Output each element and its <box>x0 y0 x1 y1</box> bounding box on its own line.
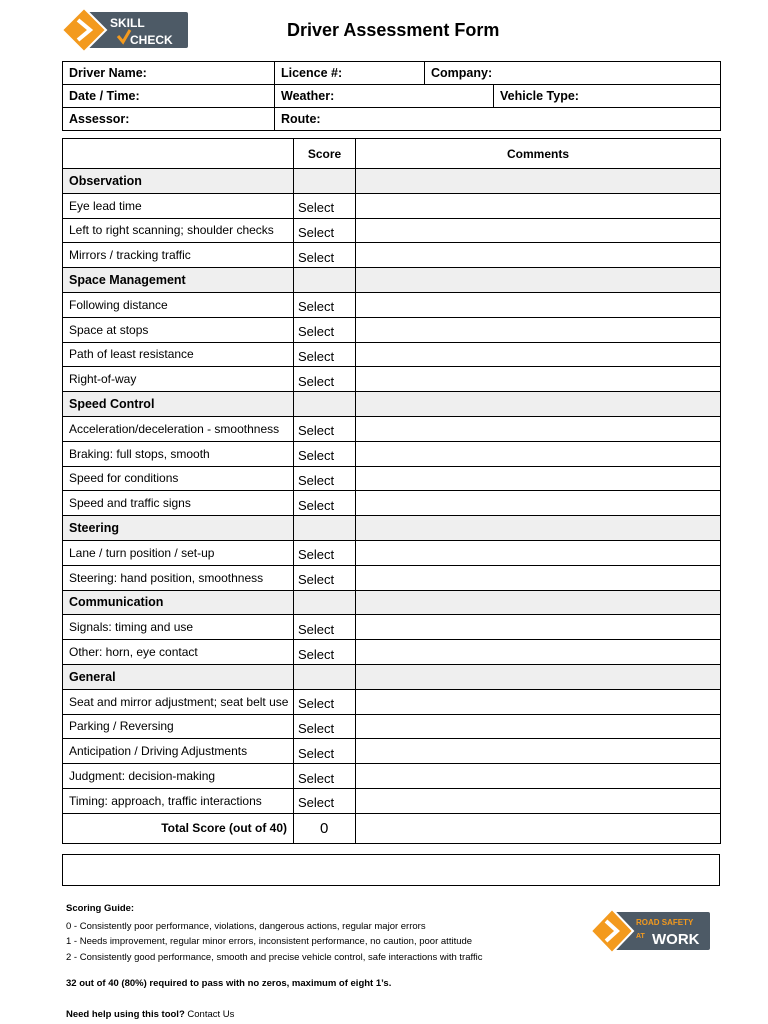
score-select[interactable]: Select <box>294 416 356 441</box>
section-score-blank <box>294 392 356 417</box>
criterion-row <box>63 243 721 268</box>
criterion-label: Lane / turn position / set-up <box>63 540 294 565</box>
criterion-row <box>63 367 721 392</box>
score-select[interactable]: Select <box>294 193 356 218</box>
header-blank <box>63 139 294 169</box>
score-select[interactable]: Select <box>294 441 356 466</box>
help-question: Need help using this tool? <box>66 1009 185 1020</box>
guide-line-2: 2 - Consistently good performance, smooth and precise vehicle control, safe interactions with traffic <box>66 951 483 963</box>
score-select[interactable]: Select <box>294 466 356 491</box>
section-score-blank <box>294 268 356 293</box>
score-select[interactable]: Select <box>294 689 356 714</box>
score-select[interactable]: Select <box>294 714 356 739</box>
comment-cell[interactable] <box>356 540 721 565</box>
scoring-guide-title: Scoring Guide: <box>66 903 135 914</box>
comment-cell[interactable] <box>356 640 721 665</box>
criterion-row <box>63 764 721 789</box>
section-comment-blank <box>356 516 721 541</box>
notes-box[interactable] <box>62 854 720 886</box>
criterion-row <box>63 466 721 491</box>
score-select[interactable]: Select <box>294 342 356 367</box>
criterion-row <box>63 441 721 466</box>
score-select[interactable]: Select <box>294 317 356 342</box>
section-row <box>63 664 721 689</box>
score-select[interactable]: Select <box>294 367 356 392</box>
section-score-blank <box>294 169 356 194</box>
section-comment-blank <box>356 169 721 194</box>
comment-cell[interactable] <box>356 292 721 317</box>
score-select[interactable]: Select <box>294 218 356 243</box>
section-comment-blank <box>356 664 721 689</box>
section-title: Observation <box>63 169 294 194</box>
comment-cell[interactable] <box>356 565 721 590</box>
date-time-field[interactable]: Date / Time: <box>63 85 275 108</box>
criterion-label: Eye lead time <box>63 193 294 218</box>
vehicle-type-field[interactable]: Vehicle Type: <box>494 85 721 108</box>
criterion-row <box>63 640 721 665</box>
badge-line2: AT <box>636 933 645 940</box>
badge-line1: ROAD SAFETY <box>636 918 694 927</box>
criterion-label: Mirrors / tracking traffic <box>63 243 294 268</box>
section-comment-blank <box>356 590 721 615</box>
criterion-label: Parking / Reversing <box>63 714 294 739</box>
total-score-value: 0 <box>294 813 356 843</box>
criterion-label: Seat and mirror adjustment; seat belt use <box>63 689 294 714</box>
criterion-label: Acceleration/deceleration - smoothness <box>63 416 294 441</box>
section-title: Space Management <box>63 268 294 293</box>
weather-field[interactable]: Weather: <box>275 85 494 108</box>
criterion-label: Judgment: decision-making <box>63 764 294 789</box>
score-select[interactable]: Select <box>294 243 356 268</box>
score-select[interactable]: Select <box>294 640 356 665</box>
criterion-row <box>63 292 721 317</box>
comment-cell[interactable] <box>356 416 721 441</box>
section-comment-blank <box>356 392 721 417</box>
contact-us-link[interactable]: Contact Us <box>187 1009 235 1020</box>
comment-cell[interactable] <box>356 788 721 813</box>
comment-cell[interactable] <box>356 317 721 342</box>
section-score-blank <box>294 590 356 615</box>
logo-text-check: CHECK <box>130 33 173 47</box>
criterion-row <box>63 317 721 342</box>
criterion-row <box>63 615 721 640</box>
criterion-label: Right-of-way <box>63 367 294 392</box>
comment-cell[interactable] <box>356 193 721 218</box>
comment-cell[interactable] <box>356 441 721 466</box>
total-comment-cell[interactable] <box>356 813 721 843</box>
comment-cell[interactable] <box>356 714 721 739</box>
header-score: Score <box>294 139 356 169</box>
criterion-row <box>63 218 721 243</box>
route-field[interactable]: Route: <box>275 108 721 131</box>
criterion-label: Braking: full stops, smooth <box>63 441 294 466</box>
comment-cell[interactable] <box>356 491 721 516</box>
logo-text-skill: SKILL <box>110 16 145 30</box>
section-title: Steering <box>63 516 294 541</box>
criterion-label: Other: horn, eye contact <box>63 640 294 665</box>
score-select[interactable]: Select <box>294 739 356 764</box>
criterion-row <box>63 739 721 764</box>
section-row <box>63 169 721 194</box>
section-row <box>63 516 721 541</box>
total-row <box>63 813 721 843</box>
score-select[interactable]: Select <box>294 292 356 317</box>
score-select[interactable]: Select <box>294 788 356 813</box>
comment-cell[interactable] <box>356 466 721 491</box>
section-title: Speed Control <box>63 392 294 417</box>
licence-field[interactable]: Licence #: <box>275 62 425 85</box>
criterion-row <box>63 788 721 813</box>
comment-cell[interactable] <box>356 218 721 243</box>
section-row <box>63 392 721 417</box>
score-select[interactable]: Select <box>294 540 356 565</box>
section-title: General <box>63 664 294 689</box>
score-select[interactable]: Select <box>294 565 356 590</box>
pass-requirement: 32 out of 40 (80%) required to pass with no zeros, maximum of eight 1’s. <box>66 978 392 989</box>
criterion-label: Anticipation / Driving Adjustments <box>63 739 294 764</box>
comment-cell[interactable] <box>356 615 721 640</box>
assessor-field[interactable]: Assessor: <box>63 108 275 131</box>
badge-line3: WORK <box>652 931 700 948</box>
comment-cell[interactable] <box>356 689 721 714</box>
criterion-row <box>63 342 721 367</box>
scoring-guide <box>66 901 482 965</box>
help-line <box>66 1009 234 1020</box>
criterion-row <box>63 714 721 739</box>
comment-cell[interactable] <box>356 367 721 392</box>
criterion-label: Path of least resistance <box>63 342 294 367</box>
guide-line-0: 0 - Consistently poor performance, violations, dangerous actions, regular major errors <box>66 920 426 932</box>
score-select[interactable]: Select <box>294 764 356 789</box>
section-row <box>63 268 721 293</box>
criterion-label: Timing: approach, traffic interactions <box>63 788 294 813</box>
skill-check-logo <box>60 6 190 54</box>
criterion-row <box>63 491 721 516</box>
criterion-label: Steering: hand position, smoothness <box>63 565 294 590</box>
company-field[interactable]: Company: <box>425 62 721 85</box>
comment-cell[interactable] <box>356 764 721 789</box>
section-row <box>63 590 721 615</box>
comment-cell[interactable] <box>356 342 721 367</box>
criterion-row <box>63 565 721 590</box>
section-score-blank <box>294 664 356 689</box>
criterion-label: Signals: timing and use <box>63 615 294 640</box>
road-safety-at-work-logo <box>592 906 712 956</box>
total-label: Total Score (out of 40) <box>63 813 294 843</box>
criterion-label: Left to right scanning; shoulder checks <box>63 218 294 243</box>
guide-line-1: 1 - Needs improvement, regular minor errors, inconsistent performance, no caution, poor attitude <box>66 936 473 948</box>
assessment-table <box>62 138 721 844</box>
criterion-label: Speed for conditions <box>63 466 294 491</box>
criterion-row <box>63 416 721 441</box>
score-select[interactable]: Select <box>294 615 356 640</box>
page-title: Driver Assessment Form <box>287 20 500 40</box>
criterion-row <box>63 540 721 565</box>
comment-cell[interactable] <box>356 243 721 268</box>
header-comments: Comments <box>356 139 721 169</box>
criterion-label: Speed and traffic signs <box>63 491 294 516</box>
criterion-row <box>63 689 721 714</box>
section-title: Communication <box>63 590 294 615</box>
driver-info-table <box>62 61 721 131</box>
driver-name-field[interactable]: Driver Name: <box>63 62 275 85</box>
comment-cell[interactable] <box>356 739 721 764</box>
score-select[interactable]: Select <box>294 491 356 516</box>
criterion-label: Space at stops <box>63 317 294 342</box>
criterion-row <box>63 193 721 218</box>
criterion-label: Following distance <box>63 292 294 317</box>
section-score-blank <box>294 516 356 541</box>
section-comment-blank <box>356 268 721 293</box>
